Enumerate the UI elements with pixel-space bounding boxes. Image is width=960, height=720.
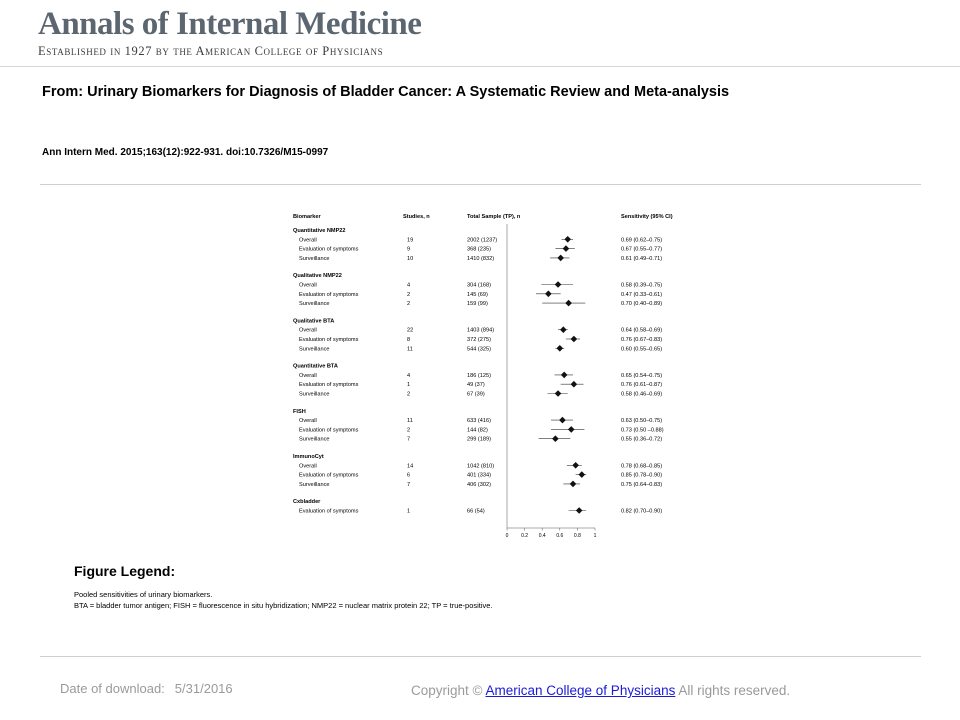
- group-label: Quantitative BTA: [293, 363, 338, 370]
- row-sample: 66 (54): [467, 508, 485, 515]
- x-tick-label: 0.4: [538, 533, 546, 539]
- row-label: Evaluation of symptoms: [299, 337, 359, 343]
- row-sample: 159 (99): [467, 301, 488, 308]
- row-ci: 0.69 (0.62–0.75): [621, 237, 663, 244]
- row-label: Overall: [299, 327, 317, 334]
- row-ci: 0.76 (0.67–0.83): [621, 337, 663, 343]
- figure-legend-abbreviations: BTA = bladder tumor antigen; FISH = fluorescence in situ hybridization; NMP22 = nuclear matrix protein 22; TP = true-positive.: [74, 601, 493, 610]
- row-ci: 0.78 (0.68–0.85): [621, 463, 663, 470]
- estimate-marker: [563, 245, 570, 252]
- row-ci: 0.58 (0.46–0.69): [621, 391, 663, 398]
- journal-logo-title: Annals of Internal Medicine: [38, 6, 422, 42]
- x-tick-label: 0.6: [556, 533, 564, 539]
- download-label: Date of download:: [60, 681, 165, 696]
- group-label: FISH: [293, 408, 306, 415]
- group-label: ImmunoCyt: [293, 454, 324, 460]
- row-studies: 9: [407, 246, 411, 253]
- row-sample: 1042 (810): [467, 463, 495, 470]
- row-ci: 0.85 (0.78–0.90): [621, 472, 663, 479]
- row-sample: 304 (168): [467, 282, 491, 289]
- estimate-marker: [579, 471, 586, 478]
- row-ci: 0.61 (0.49–0.71): [621, 255, 663, 262]
- row-studies: 2: [407, 427, 411, 434]
- group-label: Quantitative NMP22: [293, 228, 346, 234]
- column-header: Studies, n: [403, 214, 430, 220]
- figure-legend-caption: Pooled sensitivities of urinary biomarkers.: [74, 590, 213, 599]
- row-label: Evaluation of symptoms: [299, 427, 359, 434]
- publisher-link[interactable]: American College of Physicians: [485, 683, 676, 698]
- column-header: Sensitivity (95% CI): [621, 214, 673, 220]
- article-citation: Ann Intern Med. 2015;163(12):922-931. doi:10.7326/M15-0997: [42, 147, 329, 158]
- estimate-marker: [571, 336, 578, 343]
- estimate-marker: [561, 372, 568, 379]
- row-ci: 0.70 (0.40–0.89): [621, 301, 663, 308]
- journal-logo-subtitle: Established in 1927 by the American College of Physicians: [38, 44, 384, 58]
- row-sample: 633 (416): [467, 418, 491, 425]
- row-label: Overall: [299, 463, 317, 470]
- row-label: Evaluation of symptoms: [299, 472, 359, 479]
- row-studies: 6: [407, 472, 411, 479]
- row-ci: 0.58 (0.39–0.75): [621, 282, 663, 289]
- estimate-marker: [571, 381, 578, 388]
- estimate-marker: [559, 417, 566, 424]
- group-label: Qualitative BTA: [293, 318, 335, 325]
- row-studies: 2: [407, 391, 411, 398]
- row-studies: 4: [407, 372, 411, 379]
- top-divider: [40, 184, 921, 185]
- row-label: Overall: [299, 282, 317, 289]
- row-studies: 4: [407, 282, 411, 289]
- row-label: Surveillance: [299, 346, 330, 353]
- row-sample: 2002 (1237): [467, 237, 498, 244]
- download-date: 5/31/2016: [174, 681, 233, 696]
- row-ci: 0.47 (0.33–0.61): [621, 291, 663, 298]
- row-studies: 11: [407, 346, 413, 353]
- row-label: Overall: [299, 237, 317, 244]
- row-sample: 401 (334): [467, 472, 491, 479]
- row-sample: 299 (189): [467, 436, 491, 443]
- x-tick-label: 0: [505, 533, 509, 539]
- row-label: Evaluation of symptoms: [299, 246, 359, 253]
- estimate-marker: [555, 281, 562, 288]
- row-ci: 0.65 (0.54–0.75): [621, 372, 663, 379]
- download-info: [60, 681, 233, 696]
- row-sample: 406 (302): [467, 481, 491, 488]
- group-label: Cxbladder: [293, 499, 321, 506]
- row-label: Overall: [299, 372, 317, 379]
- row-sample: 49 (37): [467, 382, 485, 389]
- row-studies: 7: [407, 481, 411, 488]
- row-sample: 1403 (894): [467, 327, 495, 334]
- column-header: Biomarker: [293, 214, 321, 220]
- row-label: Surveillance: [299, 255, 330, 262]
- row-ci: 0.82 (0.70–0.90): [621, 508, 663, 515]
- estimate-marker: [560, 326, 567, 333]
- x-tick-label: 0.2: [521, 533, 529, 539]
- row-ci: 0.75 (0.64–0.83): [621, 481, 663, 488]
- row-ci: 0.73 (0.50 –0.88): [621, 427, 664, 434]
- row-studies: 10: [407, 255, 414, 262]
- estimate-marker: [572, 462, 579, 469]
- estimate-marker: [568, 426, 575, 433]
- row-studies: 2: [407, 291, 411, 298]
- bottom-divider: [40, 656, 921, 657]
- row-label: Evaluation of symptoms: [299, 508, 359, 515]
- row-ci: 0.60 (0.55–0.65): [621, 346, 663, 353]
- estimate-marker: [557, 345, 564, 352]
- row-sample: 145 (69): [467, 291, 488, 298]
- forest-plot: [285, 206, 685, 546]
- row-sample: 67 (39): [467, 391, 485, 398]
- article-title: From: Urinary Biomarkers for Diagnosis of Bladder Cancer: A Systematic Review and Meta-analysis: [42, 84, 730, 100]
- copyright-notice: [411, 683, 790, 698]
- row-ci: 0.76 (0.61–0.87): [621, 382, 663, 389]
- row-sample: 544 (325): [467, 346, 491, 353]
- row-studies: 19: [407, 237, 414, 244]
- estimate-marker: [576, 507, 583, 514]
- estimate-marker: [555, 390, 562, 397]
- column-header: Total Sample (TP), n: [467, 214, 521, 220]
- copyright-prefix: Copyright ©: [411, 683, 483, 698]
- row-studies: 1: [407, 382, 411, 389]
- row-label: Surveillance: [299, 301, 330, 308]
- row-ci: 0.63 (0.50–0.75): [621, 418, 663, 425]
- row-sample: 1410 (832): [467, 255, 495, 262]
- row-label: Evaluation of symptoms: [299, 382, 359, 389]
- estimate-marker: [565, 300, 572, 307]
- row-label: Surveillance: [299, 436, 330, 443]
- journal-header: [0, 0, 960, 66]
- estimate-marker: [552, 435, 559, 442]
- figure-legend-heading: Figure Legend:: [74, 563, 176, 579]
- estimate-marker: [570, 481, 577, 488]
- row-studies: 8: [407, 337, 411, 343]
- row-ci: 0.67 (0.55–0.77): [621, 246, 663, 253]
- row-ci: 0.64 (0.58–0.69): [621, 327, 663, 334]
- estimate-marker: [557, 255, 564, 262]
- estimate-marker: [545, 291, 552, 298]
- group-label: Qualitative NMP22: [293, 273, 342, 280]
- row-sample: 186 (125): [467, 372, 491, 379]
- x-tick-label: 1: [593, 533, 597, 539]
- row-studies: 2: [407, 301, 411, 308]
- row-studies: 22: [407, 327, 414, 334]
- row-sample: 368 (235): [467, 246, 491, 253]
- row-ci: 0.55 (0.36–0.72): [621, 436, 663, 443]
- row-label: Evaluation of symptoms: [299, 291, 359, 298]
- copyright-suffix: All rights reserved.: [678, 683, 791, 698]
- row-studies: 14: [407, 463, 414, 470]
- row-studies: 11: [407, 418, 413, 425]
- row-studies: 1: [407, 508, 411, 515]
- x-tick-label: 0.8: [573, 533, 581, 539]
- row-sample: 372 (275): [467, 337, 491, 343]
- row-label: Surveillance: [299, 391, 330, 398]
- header-divider: [0, 66, 960, 67]
- estimate-marker: [564, 236, 571, 243]
- row-studies: 7: [407, 436, 411, 443]
- row-label: Overall: [299, 418, 317, 425]
- row-sample: 144 (82): [467, 427, 488, 434]
- row-label: Surveillance: [299, 481, 330, 488]
